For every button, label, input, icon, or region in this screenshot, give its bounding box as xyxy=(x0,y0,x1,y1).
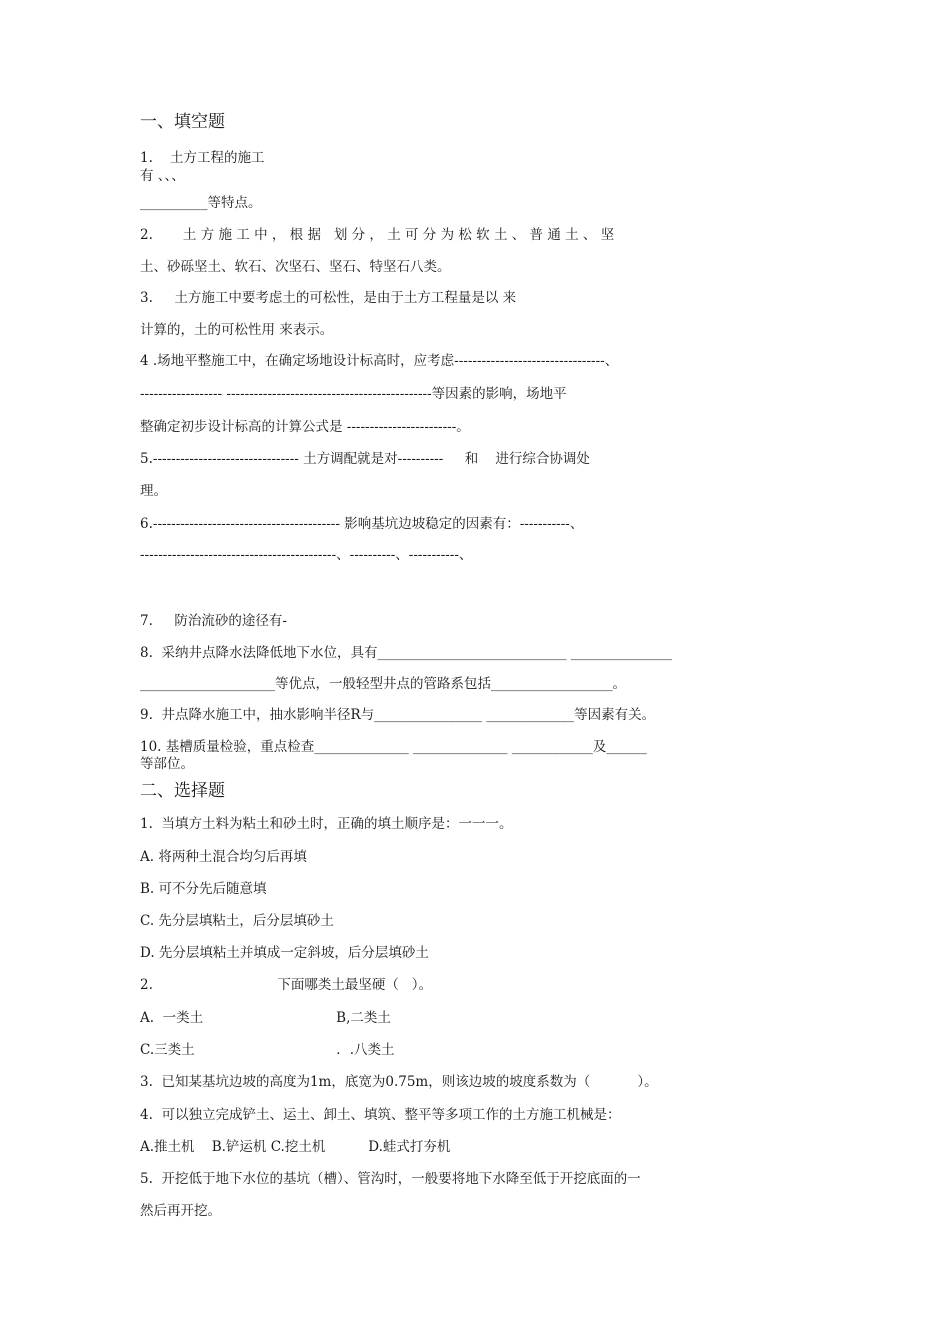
mc1-question: 1. 当填方土料为粘土和砂土时，正确的填土顺序是：一一一。 xyxy=(140,816,513,832)
mc4-question: 4. 可以独立完成铲土、运土、卸土、填筑、整平等多项工作的土方施工机械是： xyxy=(140,1107,621,1123)
mc2-options-row-1: A. 一类土 B,二类土 xyxy=(140,1010,391,1026)
mc2-question: 2. 下面哪类土最坚硬（ ）。 xyxy=(140,977,432,993)
section-heading-fill-in: 一、填空题 xyxy=(140,112,225,132)
q3-line-1: 3. 土方施工中要考虑土的可松性，是由于土方工程量是以 来 xyxy=(140,290,517,306)
mc4-options: A.推土机 B.铲运机 C.挖土机 D.蛙式打夯机 xyxy=(140,1139,451,1155)
q4-line-2: ------------------ ---------------------------------------------等因素的影响，场地平 xyxy=(140,386,567,402)
q2-line-1: 2. 土 方 施 工 中 ， 根 据 划 分 ， 土 可 分 为 松 软 土 、 普 通 土 、 坚 xyxy=(140,227,615,243)
mc3-question: 3. 已知某基坑边坡的高度为1m，底宽为0.75m，则该边坡的坡度系数为（ ）。 xyxy=(140,1074,658,1090)
q5-line-2: 理。 xyxy=(140,483,167,499)
q8-line-2: ____________________等优点，一般轻型井点的管路系包括__________________。 xyxy=(140,676,626,692)
mc5-question-line-2: 然后再开挖。 xyxy=(140,1203,221,1219)
section-heading-choice: 二、选择题 xyxy=(140,781,225,801)
mc2-options-row-2: C.三类土 ．.八类土 xyxy=(140,1042,395,1058)
mc1-option-d: D. 先分层填粘土并填成一定斜坡，后分层填砂土 xyxy=(140,945,429,961)
q6-line-1: 6.----------------------------------------- 影响基坑边坡稳定的因素有：-----------、 xyxy=(140,516,584,532)
q10-line-1: 10. 基槽质量检验，重点检查______________ ______________ ____________及______ xyxy=(140,739,647,755)
q3-line-2: 计算的，土的可松性用 来表示。 xyxy=(140,322,334,338)
q9-line-1: 9. 井点降水施工中，抽水影响半径R与________________ _____________等因素有关。 xyxy=(140,707,656,723)
q5-line-1: 5.-------------------------------- 土方调配就是对---------- 和 进行综合协调处 xyxy=(140,451,590,467)
mc5-question-line-1: 5. 开挖低于地下水位的基坑（槽）、管沟时，一般要将地下水降至低于开挖底面的一 xyxy=(140,1171,641,1187)
mc1-option-a: A. 将两种土混合均匀后再填 xyxy=(140,849,307,865)
q4-line-1: 4 .场地平整施工中，在确定场地设计标高时，应考虑---------------------------------、 xyxy=(140,353,619,369)
q6-line-2: -------------------------------------------、----------、-----------、 xyxy=(140,547,473,563)
q4-line-3: 整确定初步设计标高的计算公式是 ------------------------。 xyxy=(140,419,470,435)
q1-line-2: 有 、、、 xyxy=(140,168,185,184)
q1-line-1: 1. 土方工程的施工 xyxy=(140,150,265,166)
q2-line-2: 土、砂砾坚土、软石、次坚石、坚石、特坚石八类。 xyxy=(140,259,451,275)
mc1-option-c: C. 先分层填粘土，后分层填砂土 xyxy=(140,913,334,929)
q7-line-1: 7. 防治流砂的途径有- xyxy=(140,613,287,629)
q10-line-2: 等部位。 xyxy=(140,756,194,772)
q8-line-1: 8. 采纳井点降水法降低地下水位，具有____________________________ _______________ xyxy=(140,645,673,661)
q1-line-3: __________等特点。 xyxy=(140,195,262,211)
mc1-option-b: B. 可不分先后随意填 xyxy=(140,881,267,897)
